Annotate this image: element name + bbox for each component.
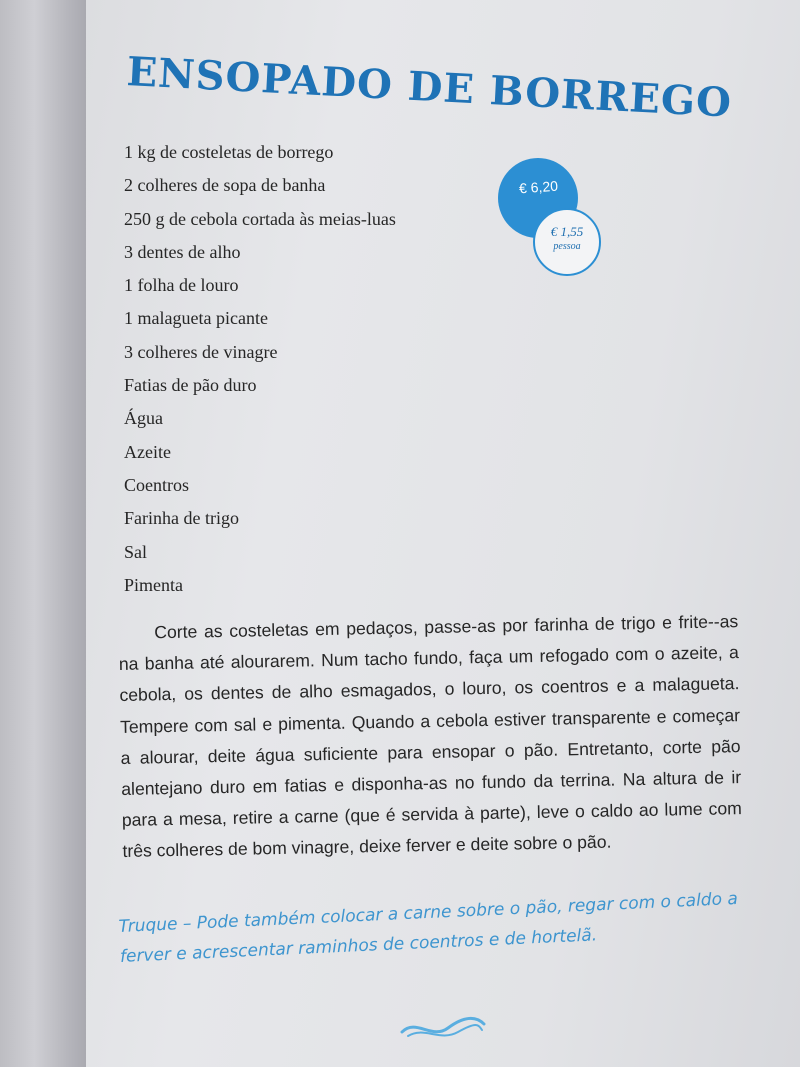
ingredient-item: 250 g de cebola cortada às meias-luas: [124, 208, 396, 229]
price-per-person: € 1,55: [550, 224, 584, 239]
price-per-person-badge: [533, 208, 601, 276]
ingredient-item: Coentros: [124, 474, 189, 495]
recipe-title: ENSOPADO DE BORREGO: [125, 48, 734, 127]
method-text: Corte as costeletas em pedaços, passe-as por farinha de trigo e frite--as na banha até alourarem. Num tacho fundo, faça um refogado com o azeite, a cebola, os dentes de alho esmagados, o louro, os coentros e a malagueta. Tempere com sal e pimenta. Quando a cebola estiver transparente e começar a alourar, deite água suficiente para ensopar o pão. Entretanto, corte pão alentejano duro em fatias e disponha-as no fundo da terrina. Na altura de ir para a mesa, retire a carne (que é servida à parte), leve o caldo ao lume com três colheres de bom vinagre, deixe ferver e deite sobre o pão.: [118, 611, 742, 862]
tip-paragraph: Truque – Pode também colocar a carne sobre o pão, regar com o caldo a ferver e acrescentar raminhos de coentros e de hortelã.: [118, 888, 739, 967]
ingredient-item: 1 kg de costeletas de borrego: [124, 142, 334, 162]
ingredient-item: 3 colheres de vinagre: [124, 341, 278, 362]
ingredient-item: Fatias de pão duro: [124, 375, 257, 396]
book-gutter: [0, 0, 86, 1067]
ingredient-item: Sal: [124, 541, 148, 562]
ingredient-item: 3 dentes de alho: [124, 241, 241, 262]
ingredient-item: Farinha de trigo: [124, 508, 239, 529]
method-paragraph: [118, 606, 743, 867]
ingredient-item: 2 colheres de sopa de banha: [124, 175, 326, 196]
price-total: € 6,20: [518, 177, 558, 197]
price-per-person-label: pessoa: [553, 241, 581, 252]
ingredients-list: [124, 136, 396, 602]
ingredient-item: Azeite: [124, 441, 171, 462]
ingredient-item: Água: [124, 408, 163, 429]
decorative-swash-icon: [398, 1010, 488, 1044]
ingredient-item: Pimenta: [124, 574, 183, 595]
ingredient-item: 1 folha de louro: [124, 275, 239, 296]
ingredient-item: 1 malagueta picante: [124, 308, 268, 329]
